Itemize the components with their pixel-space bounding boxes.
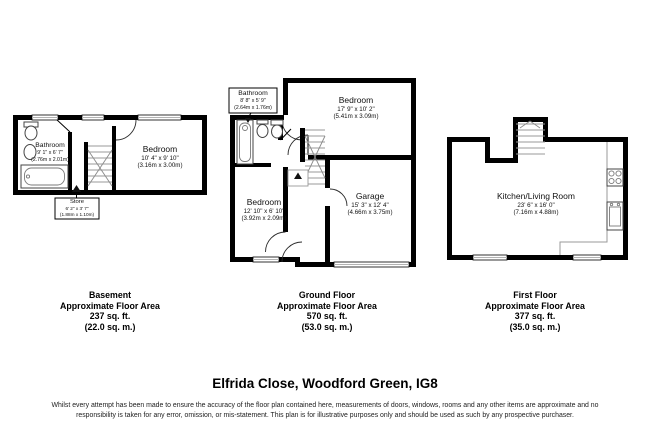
room-size-metric: (5.41m x 3.09m): [333, 113, 379, 121]
room-name: Store: [69, 199, 85, 205]
page-title: Elfrida Close, Woodford Green, IG8: [212, 376, 438, 391]
room-label-garage: [347, 191, 392, 217]
room-name: Garage: [355, 191, 385, 201]
room-name: Kitchen/Living Room: [497, 191, 575, 201]
first-window: [573, 255, 601, 260]
floor-area-metric: (22.0 sq. m.): [84, 321, 136, 332]
room-size-imperial: 8' 8" x 5' 9": [240, 98, 266, 105]
basement-window: [138, 115, 181, 120]
room-size-metric: (2.76m x 2.01m): [31, 156, 69, 163]
room-name: Bedroom: [338, 95, 374, 105]
room-label-ground-bathroom: [234, 90, 272, 111]
floor-area-caption: Approximate Floor Area: [60, 300, 160, 311]
room-name: Bathroom: [238, 90, 268, 97]
room-size-imperial: 12' 10" x 6' 10": [243, 207, 285, 215]
floor-name: Basement: [88, 290, 132, 300]
ground-stair-wall: [300, 128, 305, 162]
basement-window: [32, 115, 58, 120]
room-size-metric: (3.92m x 2.09m): [241, 215, 287, 223]
room-label-basement-bedroom: [137, 144, 182, 170]
room-size-imperial: 15' 3" x 12' 4": [351, 201, 389, 209]
first-window: [473, 255, 507, 260]
basement-stair-wall-left: [84, 142, 88, 190]
room-label-ground-bedroom-front: [241, 197, 286, 223]
ground-window: [253, 257, 279, 262]
bathtub: [21, 165, 68, 188]
floor-area-metric: (53.0 sq. m.): [301, 321, 353, 332]
basement-window: [82, 115, 104, 120]
rear-bedroom-wall: [308, 155, 414, 160]
floor-area-caption: Approximate Floor Area: [485, 300, 585, 311]
kitchen-sink: [607, 202, 623, 230]
floor-name: First Floor: [513, 290, 557, 300]
garage-door: [334, 262, 409, 267]
garage-wall-upper: [325, 160, 330, 188]
room-label-ground-bedroom-rear: [333, 95, 378, 121]
room-size-metric: (2.64m x 1.76m): [234, 104, 272, 111]
garage-wall-lower: [325, 206, 330, 265]
floor-summary-ground: [277, 290, 377, 332]
room-size-metric: (4.66m x 3.75m): [347, 209, 393, 217]
room-label-basement-bathroom: [31, 142, 69, 163]
room-size-imperial: 6' 2" x 3' 7": [65, 205, 89, 211]
room-label-store: [60, 199, 94, 218]
room-size-imperial: 10' 4" x 9' 10": [141, 154, 179, 162]
room-label-kitchen-living: [497, 191, 575, 217]
floor-area-caption: Approximate Floor Area: [277, 300, 377, 311]
disclaimer-line-2: responsibility is taken for any error, omission, or mis-statement. This plan is for illustrative purposes only and should be used as such by any prospective purchaser.: [76, 411, 574, 419]
room-name: Bedroom: [246, 197, 282, 207]
floor-area-imperial: 570 sq. ft.: [306, 311, 348, 321]
room-size-imperial: 23' 6" x 16' 0": [517, 201, 555, 209]
floor-area-metric: (35.0 sq. m.): [509, 321, 561, 332]
sink: [257, 120, 268, 138]
toilet: [271, 120, 283, 138]
disclaimer-line-1: Whilst every attempt has been made to ensure the accuracy of the floor plan contained here, measurements of doors, windows, rooms and any other items are approximate and no: [51, 402, 599, 409]
room-size-imperial: 17' 9" x 10' 2": [337, 105, 375, 113]
room-name: Bathroom: [35, 142, 65, 149]
first-floor-plan: [450, 120, 626, 261]
room-name: Bedroom: [142, 144, 178, 154]
basement-stair-wall-right: [112, 126, 116, 190]
floor-summary-basement: [60, 290, 160, 332]
room-size-metric: (7.16m x 4.88m): [513, 209, 559, 217]
first-outer-walls: [450, 120, 626, 258]
floor-area-imperial: 237 sq. ft.: [89, 311, 131, 321]
front-door-opening: [284, 115, 301, 120]
stair-landing: [288, 170, 308, 186]
floor-name: Ground Floor: [298, 290, 356, 300]
room-size-imperial: 9' 1" x 6' 7": [37, 150, 63, 157]
floor-area-imperial: 377 sq. ft.: [514, 311, 556, 321]
room-size-metric: (1.88m x 1.10m): [59, 211, 95, 217]
hob: [607, 169, 623, 186]
disclaimer: [0, 401, 650, 420]
room-size-metric: (3.16m x 3.00m): [137, 162, 183, 170]
floor-summary-first: [485, 290, 585, 332]
bathtub: [237, 120, 253, 164]
toilet: [24, 122, 38, 140]
